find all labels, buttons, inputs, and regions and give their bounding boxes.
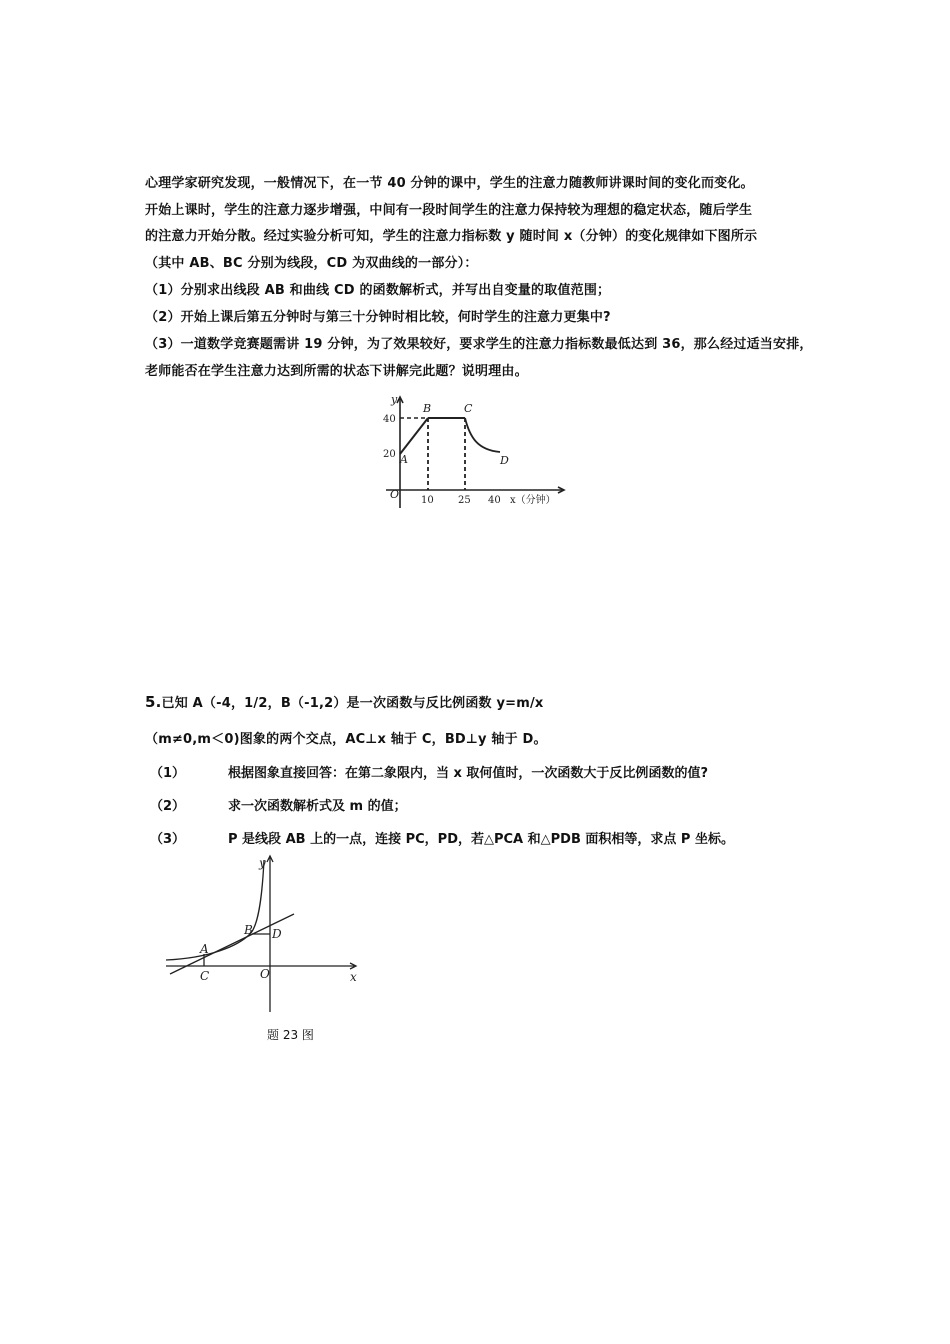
problem4-question-1: （1）分别求出线段 AB 和曲线 CD 的函数解析式，并写出自变量的取值范围； [145,283,611,298]
segment-AB [400,418,428,454]
problem5-line-1: 已知 A（-4，1/2，B（-1,2）是一次函数与反比例函数 y=m/x [161,696,544,711]
intersection-graph [160,850,375,1020]
problem4-line-2: 开始上课时，学生的注意力逐步增强，中间有一段时间学生的注意力保持较为理想的稳定状态，随后学生 [145,203,753,218]
y-axis-label: y [259,856,266,870]
problem5-item-2-number: （2） [150,799,186,814]
problem5-item-1-text: 根据图象直接回答：在第二象限内，当 x 取何值时，一次函数大于反比例函数的值? [228,766,708,781]
problem4-question-2: （2）开始上课后第五分钟时与第三十分钟时相比较，何时学生的注意力更集中? [145,310,611,325]
point-D-label: D [272,927,282,941]
x-axis-label: x（分钟） [510,495,556,506]
origin-label: O [260,967,270,981]
attention-graph [378,390,568,515]
x-axis-label: x [350,970,357,984]
point-C-label: C [464,402,473,415]
origin-label: O [390,488,400,501]
problem5-number: 5. [145,693,162,711]
point-A-label: A [400,453,408,466]
problem4-question-3: （3）一道数学竞赛题需讲 19 分钟，为了效果较好，要求学生的注意力指标数最低达到 36，那么经过适当安排， [145,337,813,352]
point-B-label: B [423,402,432,415]
figure-caption: 题 23 图 [267,1028,314,1042]
linear-function-line [170,914,294,974]
hyperbola-curve [166,860,264,960]
x-tick-40: 40 [488,495,501,506]
problem4-line-8: 老师能否在学生注意力达到所需的状态下讲解完此题？说明理由。 [145,364,528,379]
problem4-line-1: 心理学家研究发现，一般情况下，在一节 40 分钟的课中，学生的注意力随教师讲课时间的变化而变化。 [145,176,754,191]
y-tick-40: 40 [383,414,396,425]
problem5-line-2: （m≠0,m＜0)图象的两个交点，AC⊥x 轴于 C，BD⊥y 轴于 D。 [145,732,547,747]
problem4-line-4: （其中 AB、BC 分别为线段，CD 为双曲线的一部分）： [145,256,478,271]
point-C-label: C [200,969,210,983]
problem5-item-2-text: 求一次函数解析式及 m 的值； [228,799,407,814]
point-D-label: D [500,454,509,467]
x-tick-25: 25 [458,495,471,506]
problem4-line-3: 的注意力开始分散。经过实验分析可知，学生的注意力指标数 y 随时间 x（分钟）的变化规律如下图所示 [145,229,758,244]
point-B-label: B [244,923,253,937]
x-tick-10: 10 [421,495,434,506]
problem5-header [145,692,544,711]
problem5-item-3-text: P 是线段 AB 上的一点，连接 PC，PD，若△PCA 和△PDB 面积相等，求点 P 坐标。 [228,832,734,847]
curve-CD [465,418,500,452]
y-axis-label: y [391,393,398,406]
problem5-item-3-number: （3） [150,832,186,847]
y-tick-20: 20 [383,449,396,460]
problem5-item-1-number: （1） [150,766,186,781]
point-A-label: A [200,942,209,956]
